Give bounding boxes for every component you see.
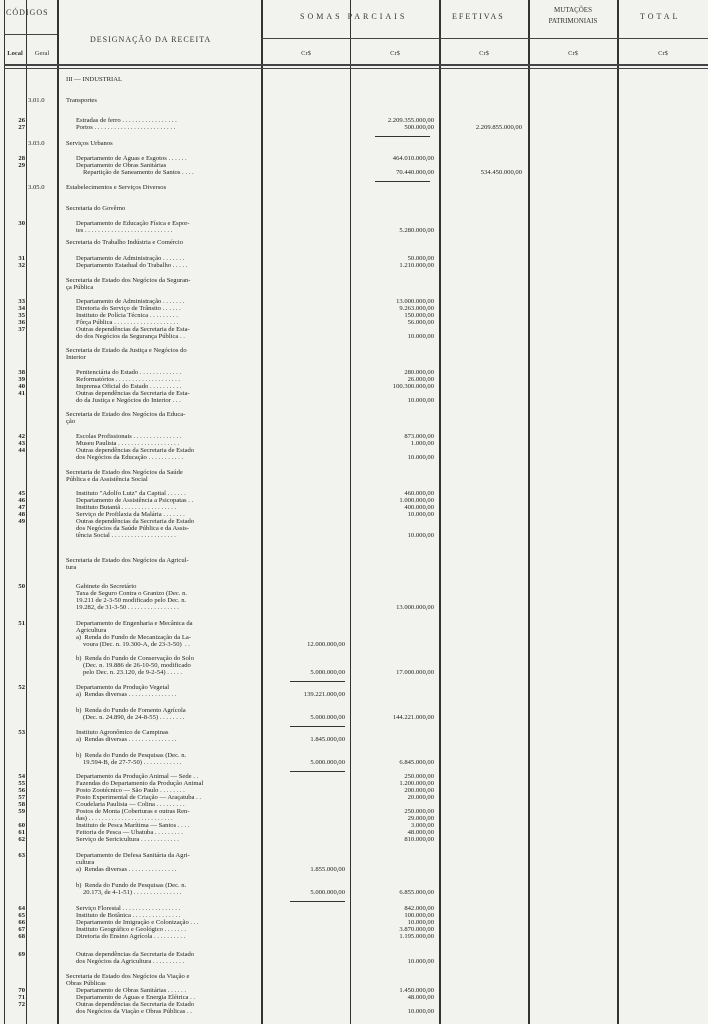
somas-amount: 1.000,00 [410,440,434,447]
local-code: 70 [18,987,25,994]
revenue-designation: a) Rendas diversas . . . . . . . . . . . . . . . [76,691,177,698]
header-somas-parciais: SOMAS PARCIAIS [300,12,408,21]
subtotal-rule [290,771,345,772]
revenue-designation: Departamento de Águas e Energia Elétrica . . [76,994,196,1001]
efetivas-amount: 2.209.855.000,00 [475,124,522,131]
somas-amount: 20.000,00 [407,794,434,801]
somas-amount: 70.440.000,00 [396,169,434,176]
revenue-designation: dos Negócios da Viação e Obras Públicas . . [76,1008,192,1015]
local-code: 44 [18,447,25,454]
revenue-designation: Fôrça Pública . . . . . . . . . . . . . . . . . . . . [76,319,179,326]
local-code: 42 [18,433,25,440]
table-row [0,564,708,574]
somas-amount: 3.000,00 [410,822,434,829]
revenue-designation: b) Renda do Fundo de Pesquisas (Dec. n. [76,882,187,889]
table-row [0,454,708,464]
subtotal-rule [290,901,345,902]
table-row [0,836,708,846]
somas-amount: 10.000,00 [407,511,434,518]
revenue-designation: Repartição de Saneamento de Santos . . . . [83,169,194,176]
revenue-designation: Outras dependências da Secretaria de Estado [76,447,195,454]
revenue-designation: Outras dependências da Secretaria de Estado [76,1001,195,1008]
local-code: 30 [18,220,25,227]
somas-amount: 200.000,00 [404,787,434,794]
table-row [0,714,708,724]
somas-amount: 873.000,00 [404,433,434,440]
local-code: 58 [18,801,25,808]
revenue-designation: 19.594-B, de 27-7-50) . . . . . . . . . . . . [83,759,182,766]
revenue-designation: Outras dependências da Secretaria de Esta- [76,326,190,333]
local-code: 71 [18,994,25,1001]
table-row [0,604,708,614]
local-code: 38 [18,369,25,376]
revenue-designation: Departamento de Obras Sanitárias [76,162,167,169]
revenue-designation: Secretaria do Govêrno [66,205,126,212]
header-codigos-rule [4,34,57,35]
revenue-designation: Instituto de Botânica . . . . . . . . . . . . . . . [76,912,181,919]
table-row [0,169,708,179]
revenue-designation: b) Renda do Fundo de Pesquisas (Dec. n. [76,752,187,759]
revenue-designation: Secretaria de Estado dos Negócios da Seguran- [66,277,191,284]
table-row [0,140,708,150]
revenue-designation: Serviço Florestal . . . . . . . . . . . . . . . . . . [76,905,181,912]
header-cr-somas: Cr$ [390,50,400,57]
header-efetivas: EFETIVAS [452,12,505,21]
local-code: 56 [18,787,25,794]
revenue-designation: Instituto Agronômico de Campinas [76,729,169,736]
somas-amount: 250.000,00 [404,773,434,780]
local-code: 31 [18,255,25,262]
revenue-designation: Departamento de Assistência a Psicopatas . . [76,497,194,504]
local-code: 32 [18,262,25,269]
table-row [0,284,708,294]
somas-amount: 13.000.000,00 [396,604,434,611]
revenue-designation: Fazendas do Departamento da Produção Animal [76,780,204,787]
local-code: 52 [18,684,25,691]
table-row [0,76,708,86]
revenue-designation: Estradas de ferro . . . . . . . . . . . . . . . . . [76,117,177,124]
revenue-designation: Serviços Urbanos [66,140,113,147]
revenue-designation: Outras dependências da Secretaria de Estado [76,951,195,958]
revenue-designation: 19.211 de 2-3-50 modificado pelo Dec. n. [76,597,187,604]
table-row [0,239,708,249]
local-code: 65 [18,912,25,919]
local-code: 68 [18,933,25,940]
somas-amount: 842.000,00 [404,905,434,912]
partial-amount: 139.221.000,00 [303,691,345,698]
geral-code: 3.05.0 [28,184,45,191]
revenue-designation: Departamento de Imigração e Colonização . . . [76,919,199,926]
revenue-designation: pelo Dec. n. 23.120, de 9-2-54) . . . . . [83,669,183,676]
header-designacao: DESIGNAÇÃO DA RECEITA [90,35,212,44]
somas-amount: 48.000,00 [407,994,434,1001]
revenue-designation: Departamento de Administração . . . . . . . [76,298,185,305]
revenue-designation: Departamento de Administração . . . . . . . [76,255,185,262]
header-bottom-rule-2 [4,68,708,69]
somas-amount: 100.000,00 [404,912,434,919]
somas-amount: 150.000,00 [404,312,434,319]
header-bottom-rule [4,64,708,66]
revenue-designation: Departamento Estadual do Trabalho . . . . . [76,262,188,269]
revenue-designation: Gabinete do Secretário [76,583,137,590]
somas-amount: 100.300.000,00 [392,383,434,390]
somas-amount: 1.450.000,00 [399,987,434,994]
somas-amount: 17.000.000,00 [396,669,434,676]
geral-code: 3.03.0 [28,140,45,147]
revenue-designation: ção [66,418,76,425]
revenue-designation: Estabelecimentos e Serviços Diversos [66,184,167,191]
somas-amount: 10.000,00 [407,532,434,539]
local-code: 29 [18,162,25,169]
header-codigos: CÓDIGOS [6,8,49,17]
somas-amount: 48.000,00 [407,829,434,836]
revenue-designation: Instituto de Pesca Marítima — Santos . . . . [76,822,190,829]
local-code: 54 [18,773,25,780]
revenue-designation: Departamento da Produção Vegetal [76,684,170,691]
revenue-designation: Feitoria de Pesca — Ubatuba . . . . . . . . . [76,829,183,836]
revenue-designation: Instituto de Polícia Técnica . . . . . . . . . [76,312,178,319]
somas-amount: 280.000,00 [404,369,434,376]
revenue-designation: (Dec. n. 24.890, de 24-8-55) . . . . . . . . [83,714,185,721]
header-mutacoes: MUTAÇÕES PATRIMONIAIS [548,6,598,25]
table-row [0,418,708,428]
somas-amount: 464.010.000,00 [392,155,434,162]
local-code: 48 [18,511,25,518]
table-row [0,532,708,542]
revenue-designation: Departamento da Produção Animal — Sede . . [76,773,199,780]
local-code: 53 [18,729,25,736]
table-row [0,184,708,194]
revenue-designation: III — INDUSTRIAL [66,76,123,83]
somas-amount: 144.221.000,00 [392,714,434,721]
table-row [0,205,708,215]
table-row [0,759,708,769]
somas-amount: 250.000,00 [404,808,434,815]
table-row [0,958,708,968]
partial-amount: 12.000.000,00 [307,641,345,648]
local-code: 37 [18,326,25,333]
subtotal-rule [375,136,430,137]
revenue-designation: Instituto Geográfico e Geológico . . . . . . . [76,926,187,933]
revenue-designation: Diretoria do Ensino Agrícola . . . . . . . . . . [76,933,186,940]
table-row [0,262,708,272]
somas-amount: 13.000.000,00 [396,298,434,305]
local-code: 60 [18,822,25,829]
somas-amount: 56.000,00 [407,319,434,326]
table-row [0,354,708,364]
revenue-designation: Pública e da Assistência Social [66,476,148,483]
revenue-designation: Outras dependências da Secretaria de Esta- [76,390,190,397]
somas-amount: 10.000,00 [407,397,434,404]
local-code: 47 [18,504,25,511]
local-code: 28 [18,155,25,162]
local-code: 64 [18,905,25,912]
revenue-designation: Reformatórios . . . . . . . . . . . . . . . . . . . . [76,376,181,383]
somas-amount: 10.000,00 [407,333,434,340]
table-row [0,397,708,407]
partial-amount: 5.000.000,00 [310,889,345,896]
revenue-designation: Instituto "Adolfo Lutz" da Capital . . . . . . [76,490,186,497]
table-row [0,333,708,343]
header-top-rule [261,38,708,39]
local-code: 62 [18,836,25,843]
somas-amount: 1.000.000,00 [399,497,434,504]
somas-amount: 810.000,00 [404,836,434,843]
revenue-designation: Penitenciária do Estado . . . . . . . . . . . . . [76,369,182,376]
somas-amount: 6.845.000,00 [399,759,434,766]
revenue-designation: cultura [76,859,95,866]
local-code: 34 [18,305,25,312]
header-local: Local [7,50,23,57]
somas-amount: 400.000,00 [404,504,434,511]
somas-amount: 10.000,00 [407,454,434,461]
somas-amount: 50.000,00 [407,255,434,262]
revenue-designation: Departamento de Engenharia e Mecânica da [76,620,193,627]
local-code: 55 [18,780,25,787]
local-code: 72 [18,1001,25,1008]
revenue-designation: do da Justiça e Negócios do Interior . . . [76,397,181,404]
revenue-designation: (Dec. n. 19.886 de 26-10-50, modificado [83,662,191,669]
local-code: 26 [18,117,25,124]
header-geral: Geral [34,50,50,57]
somas-amount: 10.000,00 [407,1008,434,1015]
somas-amount: 3.870.000,00 [399,926,434,933]
table-row [0,736,708,746]
geral-code: 3.01.0 [28,97,45,104]
table-row [0,124,708,134]
revenue-designation: Transportes [66,97,97,104]
somas-amount: 6.855.000,00 [399,889,434,896]
subtotal-rule [290,726,345,727]
somas-amount: 9.263.000,00 [399,305,434,312]
revenue-designation: 20.173, de 4-1-51) . . . . . . . . . . . . . . . [83,889,182,896]
local-code: 43 [18,440,25,447]
somas-amount: 5.280.000,00 [399,227,434,234]
revenue-designation: Taxa de Seguro Contra o Granizo (Dec. n. [76,590,188,597]
revenue-designation: Departamento de Águas e Esgotos . . . . . . [76,155,187,162]
table-row [0,1008,708,1018]
revenue-designation: Museu Paulista . . . . . . . . . . . . . . . . . . . [76,440,180,447]
table-row [0,669,708,679]
revenue-designation: tência Social . . . . . . . . . . . . . . . . . . . . [76,532,176,539]
revenue-designation: b) Renda do Fundo de Fomento Agrícola [76,707,186,714]
revenue-designation: Postos de Monta (Coberturas e outras Ren- [76,808,190,815]
somas-amount: 1.210.000,00 [399,262,434,269]
subtotal-rule [375,181,430,182]
revenue-designation: dos Negócios da Saúde Pública e da Assis- [76,525,189,532]
local-code: 27 [18,124,25,131]
local-code: 40 [18,383,25,390]
header-cr-partial: Cr$ [301,50,311,57]
somas-amount: 2.209.355.000,00 [387,117,434,124]
revenue-designation: a) Rendas diversas . . . . . . . . . . . . . . . [76,866,177,873]
local-code: 59 [18,808,25,815]
partial-amount: 5.000.000,00 [310,714,345,721]
revenue-designation: dos Negócios da Agricultura . . . . . . . . . . [76,958,185,965]
header-total: TOTAL [640,12,681,21]
revenue-designation: Outras dependências da Secretaria de Estado [76,518,195,525]
revenue-designation: Secretaria de Estado dos Negócios da Viação e [66,973,190,980]
revenue-designation: Instituto Butantã . . . . . . . . . . . . . . . . . [76,504,177,511]
revenue-designation: Serviço de Profilaxia da Malária . . . . . . . [76,511,185,518]
table-row [0,866,708,876]
revenue-designation: Departamento de Obras Sanitárias . . . . . . [76,987,187,994]
somas-amount: 26.000,00 [407,376,434,383]
revenue-designation: Portos . . . . . . . . . . . . . . . . . . . . . . . . . [76,124,176,131]
somas-amount: 1.195.000,00 [399,933,434,940]
partial-amount: 5.000.000,00 [310,669,345,676]
somas-amount: 500.000,00 [404,124,434,131]
partial-amount: 5.000.000,00 [310,759,345,766]
revenue-designation: Posto Zootécnico — São Paulo . . . . . . . . [76,787,185,794]
local-code: 45 [18,490,25,497]
local-code: 51 [18,620,25,627]
revenue-designation: voura (Dec. n. 19.300-A, de 23-3-50) . . [83,641,190,648]
local-code: 39 [18,376,25,383]
somas-amount: 10.000,00 [407,919,434,926]
revenue-designation: Secretaria de Estado dos Negócios da Educa- [66,411,186,418]
somas-amount: 10.000,00 [407,958,434,965]
table-row [0,641,708,651]
table-row [0,227,708,237]
revenue-designation: Departamento de Educação Física e Espor- [76,220,190,227]
table-row [0,691,708,701]
revenue-designation: Secretaria de Estado dos Negócios da Agricul- [66,557,189,564]
revenue-designation: Secretaria do Trabalho Indústria e Comércio [66,239,184,246]
header-cr-efetivas: Cr$ [479,50,489,57]
revenue-designation: das) . . . . . . . . . . . . . . . . . . . . . . . . . . [76,815,173,822]
revenue-designation: b) Renda do Fundo de Conservação do Solo [76,655,194,662]
somas-amount: 29.000,00 [407,815,434,822]
table-row [0,889,708,899]
somas-amount: 460.000,00 [404,490,434,497]
revenue-designation: Imprensa Oficial do Estado . . . . . . . . . . [76,383,182,390]
revenue-designation: Agricultura [76,627,107,634]
revenue-designation: a) Rendas diversas . . . . . . . . . . . . . . . [76,736,177,743]
revenue-designation: Serviço de Sericicultura . . . . . . . . . . . . [76,836,179,843]
revenue-designation: tura [66,564,77,571]
local-code: 46 [18,497,25,504]
revenue-designation: Escolas Profissionais . . . . . . . . . . . . . . . [76,433,182,440]
revenue-designation: Coudelaria Paulista — Colina . . . . . . . . . [76,801,185,808]
revenue-designation: Obras Públicas [66,980,106,987]
table-row [0,97,708,107]
local-code: 33 [18,298,25,305]
efetivas-amount: 534.450.000,00 [480,169,522,176]
header-cr-total: Cr$ [658,50,668,57]
subtotal-rule [290,681,345,682]
revenue-designation: a) Renda do Fundo de Mecanização da La- [76,634,191,641]
revenue-designation: tes . . . . . . . . . . . . . . . . . . . . . . . . . . . [76,227,173,234]
revenue-designation: Diretoria do Serviço de Trânsito . . . . . . [76,305,181,312]
local-code: 66 [18,919,25,926]
revenue-designation: Secretaria de Estado da Justiça e Negócios do [66,347,187,354]
revenue-designation: Posto Experimental de Criação — Araçatuba . . [76,794,202,801]
local-code: 63 [18,852,25,859]
local-code: 61 [18,829,25,836]
revenue-designation: Departamento de Defesa Sanitária da Agri- [76,852,190,859]
local-code: 35 [18,312,25,319]
revenue-designation: ça Pública [66,284,94,291]
local-code: 57 [18,794,25,801]
revenue-designation: Secretaria de Estado dos Negócios da Saúde [66,469,183,476]
somas-amount: 1.200.000,00 [399,780,434,787]
local-code: 36 [18,319,25,326]
local-code: 69 [18,951,25,958]
revenue-designation: 19.282, de 31-3-50 . . . . . . . . . . . . . . . . [76,604,179,611]
table-row [0,933,708,943]
revenue-designation: Interior [66,354,86,361]
local-code: 67 [18,926,25,933]
revenue-designation: do dos Negócios da Segurança Pública . . [76,333,185,340]
revenue-designation: dos Negócios da Educação . . . . . . . . . . . [76,454,184,461]
table-row [0,476,708,486]
partial-amount: 1.845.000,00 [310,736,345,743]
local-code: 49 [18,518,25,525]
local-code: 41 [18,390,25,397]
header-cr-mutacoes: Cr$ [568,50,578,57]
partial-amount: 1.855.000,00 [310,866,345,873]
local-code: 50 [18,583,25,590]
